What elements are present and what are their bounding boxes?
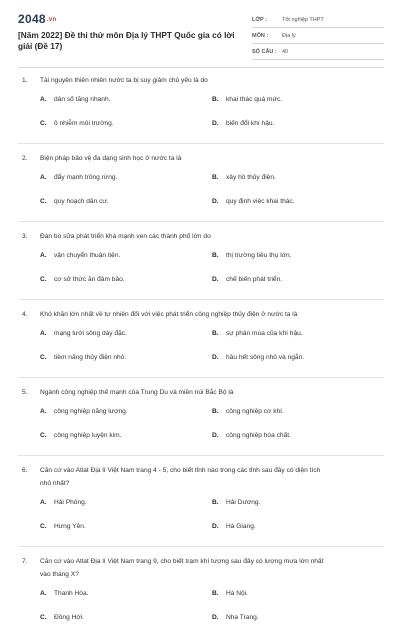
question-number: 5. xyxy=(22,389,28,396)
answer-option-text: Hà Nội. xyxy=(226,590,248,597)
question-item xyxy=(0,386,400,456)
question-line xyxy=(0,477,400,490)
answer-option[interactable] xyxy=(212,429,291,442)
question-line xyxy=(0,152,400,165)
question-item xyxy=(0,230,400,300)
meta-count-label: SỐ CÂU : xyxy=(252,48,277,55)
answer-option-text: Đồng Hới. xyxy=(54,614,84,621)
answer-option[interactable] xyxy=(212,327,303,340)
answer-option[interactable] xyxy=(40,117,114,130)
answer-option-letter: D. xyxy=(212,523,219,530)
meta-subject-value: Địa lý xyxy=(282,32,296,39)
question-text: Căn cứ vào Atlat Địa lí Việt Nam trang 9, cho biết trạm khí tượng sau đây có lượng mưa lớn nhất xyxy=(40,558,324,565)
answer-option-letter: B. xyxy=(212,96,219,103)
exam-title: [Năm 2022] Đề thi thử môn Địa lý THPT Quốc gia có lời giải (Đề 17) xyxy=(18,30,235,51)
answer-option-text: ô nhiễm môi trường. xyxy=(54,120,114,127)
answer-option-letter: C. xyxy=(40,432,47,439)
answer-option-text: khai thác quá mức. xyxy=(226,96,283,103)
answer-option-text: Hải Phòng. xyxy=(54,499,87,506)
answer-option-letter: A. xyxy=(40,96,47,103)
question-line xyxy=(0,555,400,568)
answer-option-letter: B. xyxy=(212,590,219,597)
question-text: Biện pháp bảo vệ đa dạng sinh học ở nước ta là xyxy=(40,155,182,162)
answer-option[interactable] xyxy=(40,93,110,106)
answer-option[interactable] xyxy=(212,587,248,600)
answer-option[interactable] xyxy=(40,611,84,624)
answer-option-letter: C. xyxy=(40,120,47,127)
answer-option-text: thị trường tiêu thụ lớn. xyxy=(226,252,292,259)
answer-option[interactable] xyxy=(212,520,256,533)
answer-option[interactable] xyxy=(212,496,260,509)
question-divider xyxy=(18,455,384,456)
question-item xyxy=(0,74,400,144)
answer-option-letter: C. xyxy=(40,198,47,205)
meta-count-value: 40 xyxy=(282,48,289,55)
answer-option[interactable] xyxy=(212,195,295,208)
answer-option-letter: D. xyxy=(212,198,219,205)
answer-option[interactable] xyxy=(212,171,276,184)
answer-option-letter: B. xyxy=(212,408,219,415)
meta-subject-label: MÔN : xyxy=(252,32,269,39)
answer-option-text: quy định việc khai thác. xyxy=(226,198,295,205)
answer-option[interactable] xyxy=(40,351,126,364)
answer-option-letter: A. xyxy=(40,174,47,181)
answer-option-letter: A. xyxy=(40,252,47,259)
answer-option[interactable] xyxy=(212,405,284,418)
answer-option[interactable] xyxy=(40,171,117,184)
answer-option-letter: D. xyxy=(212,120,219,127)
answer-option-letter: A. xyxy=(40,330,47,337)
logo-text: 2048 xyxy=(18,12,46,26)
question-divider xyxy=(18,299,384,300)
question-list xyxy=(0,74,400,635)
question-line xyxy=(0,308,400,321)
site-logo[interactable] xyxy=(18,12,56,26)
question-text: Đàn bò sữa phát triển khá mạnh ven các thành phố lớn do xyxy=(40,233,211,240)
answer-option-letter: D. xyxy=(212,614,219,621)
answer-option-text: hầu hết sông nhỏ và ngắn. xyxy=(226,354,305,361)
header xyxy=(0,0,400,62)
question-item xyxy=(0,464,400,547)
question-number: 3. xyxy=(22,233,28,240)
question-divider xyxy=(18,377,384,378)
answer-option[interactable] xyxy=(40,195,109,208)
answer-option-letter: B. xyxy=(212,330,219,337)
answer-option-letter: B. xyxy=(212,174,219,181)
answer-option[interactable] xyxy=(40,405,128,418)
question-divider xyxy=(18,143,384,144)
answer-option[interactable] xyxy=(212,117,274,130)
answer-option[interactable] xyxy=(40,273,125,286)
answer-option-text: mạng lưới sông dày đặc. xyxy=(54,330,127,337)
question-number: 1. xyxy=(22,77,28,84)
answer-option-text: Nha Trang. xyxy=(226,614,259,621)
answer-option[interactable] xyxy=(40,327,127,340)
answer-option-text: vận chuyển thuận tiện. xyxy=(54,252,121,259)
answer-option[interactable] xyxy=(40,520,86,533)
question-number: 4. xyxy=(22,311,28,318)
answer-option-letter: D. xyxy=(212,432,219,439)
answer-option-letter: A. xyxy=(40,499,47,506)
answer-option[interactable] xyxy=(40,249,120,262)
question-item xyxy=(0,308,400,378)
meta-class-value: Tốt nghiệp THPT xyxy=(282,16,324,23)
answer-option-letter: C. xyxy=(40,614,47,621)
answer-option[interactable] xyxy=(212,273,282,286)
answer-option-text: Thanh Hóa. xyxy=(54,590,89,597)
answer-option-text: biến đổi khí hậu. xyxy=(226,120,275,127)
answer-option-letter: D. xyxy=(212,354,219,361)
question-number: 2. xyxy=(22,155,28,162)
meta-count-row xyxy=(252,44,384,60)
question-item xyxy=(0,555,400,635)
answer-option-text: công nghiệp luyện kim. xyxy=(54,432,122,439)
meta-class-label: LỚP : xyxy=(252,16,267,23)
question-text: nhỏ nhất? xyxy=(40,480,70,487)
answer-option-text: xây hồ thủy điện. xyxy=(226,174,276,181)
question-text: Khó khăn lớn nhất về tự nhiên đối với việc phát triển công nghiệp thủy điện ở nước ta là xyxy=(40,311,298,318)
question-line xyxy=(0,464,400,477)
answer-option-text: cơ sở thức ăn đảm bảo. xyxy=(54,276,125,283)
answer-option-text: Hưng Yên. xyxy=(54,523,86,530)
answer-option[interactable] xyxy=(212,93,282,106)
answer-option-letter: C. xyxy=(40,276,47,283)
answer-option-letter: D. xyxy=(212,276,219,283)
answer-option[interactable] xyxy=(40,496,87,509)
question-divider xyxy=(18,546,384,547)
answer-option-text: quy hoạch dân cư. xyxy=(54,198,109,205)
answer-option-text: công nghiệp cơ khí. xyxy=(226,408,284,415)
answer-option-letter: A. xyxy=(40,590,47,597)
answer-option-letter: A. xyxy=(40,408,47,415)
answer-option-text: Hà Giang. xyxy=(226,523,256,530)
question-number: 7. xyxy=(22,558,28,565)
question-item xyxy=(0,152,400,222)
answer-option-text: dân số tăng nhanh. xyxy=(54,96,111,103)
answer-option[interactable] xyxy=(40,429,121,442)
question-line xyxy=(0,230,400,243)
answer-option[interactable] xyxy=(40,587,88,600)
answer-option-text: công nghiệp năng lượng. xyxy=(54,408,128,415)
answer-option-text: chế biến phát triển. xyxy=(226,276,283,283)
answer-option-text: tiềm năng thủy điện nhỏ. xyxy=(54,354,127,361)
logo-ext: .vn xyxy=(46,16,57,23)
meta-subject-row xyxy=(252,28,384,44)
question-divider xyxy=(18,221,384,222)
answer-option[interactable] xyxy=(212,611,259,624)
answer-option-letter: C. xyxy=(40,354,47,361)
question-line xyxy=(0,386,400,399)
answer-option[interactable] xyxy=(212,249,291,262)
question-line xyxy=(0,74,400,87)
answer-option-letter: B. xyxy=(212,252,219,259)
answer-option[interactable] xyxy=(212,351,304,364)
question-text: Tài nguyên thiên nhiên nước ta bị suy giảm chủ yếu là do xyxy=(40,77,208,84)
question-text: vào tháng X? xyxy=(40,571,79,578)
question-number: 6. xyxy=(22,467,28,474)
answer-option-text: công nghiệp hóa chất. xyxy=(226,432,291,439)
meta-class-row xyxy=(252,12,384,28)
question-text: Ngành công nghiệp thế mạnh của Trung Du và miền núi Bắc Bộ là xyxy=(40,389,234,396)
exam-meta xyxy=(252,12,384,60)
header-divider xyxy=(18,67,384,68)
answer-option-text: sự phân mùa của khí hậu. xyxy=(226,330,303,337)
answer-option-text: Hải Dương. xyxy=(226,499,261,506)
question-text: Căn cứ vào Atlat Địa lí Việt Nam trang 4 - 5, cho biết tỉnh nào trong các tỉnh sau đây có diện tích xyxy=(40,467,321,474)
answer-option-letter: B. xyxy=(212,499,219,506)
question-line xyxy=(0,568,400,581)
answer-option-letter: C. xyxy=(40,523,47,530)
answer-option-text: đẩy mạnh trồng rừng. xyxy=(54,174,118,181)
